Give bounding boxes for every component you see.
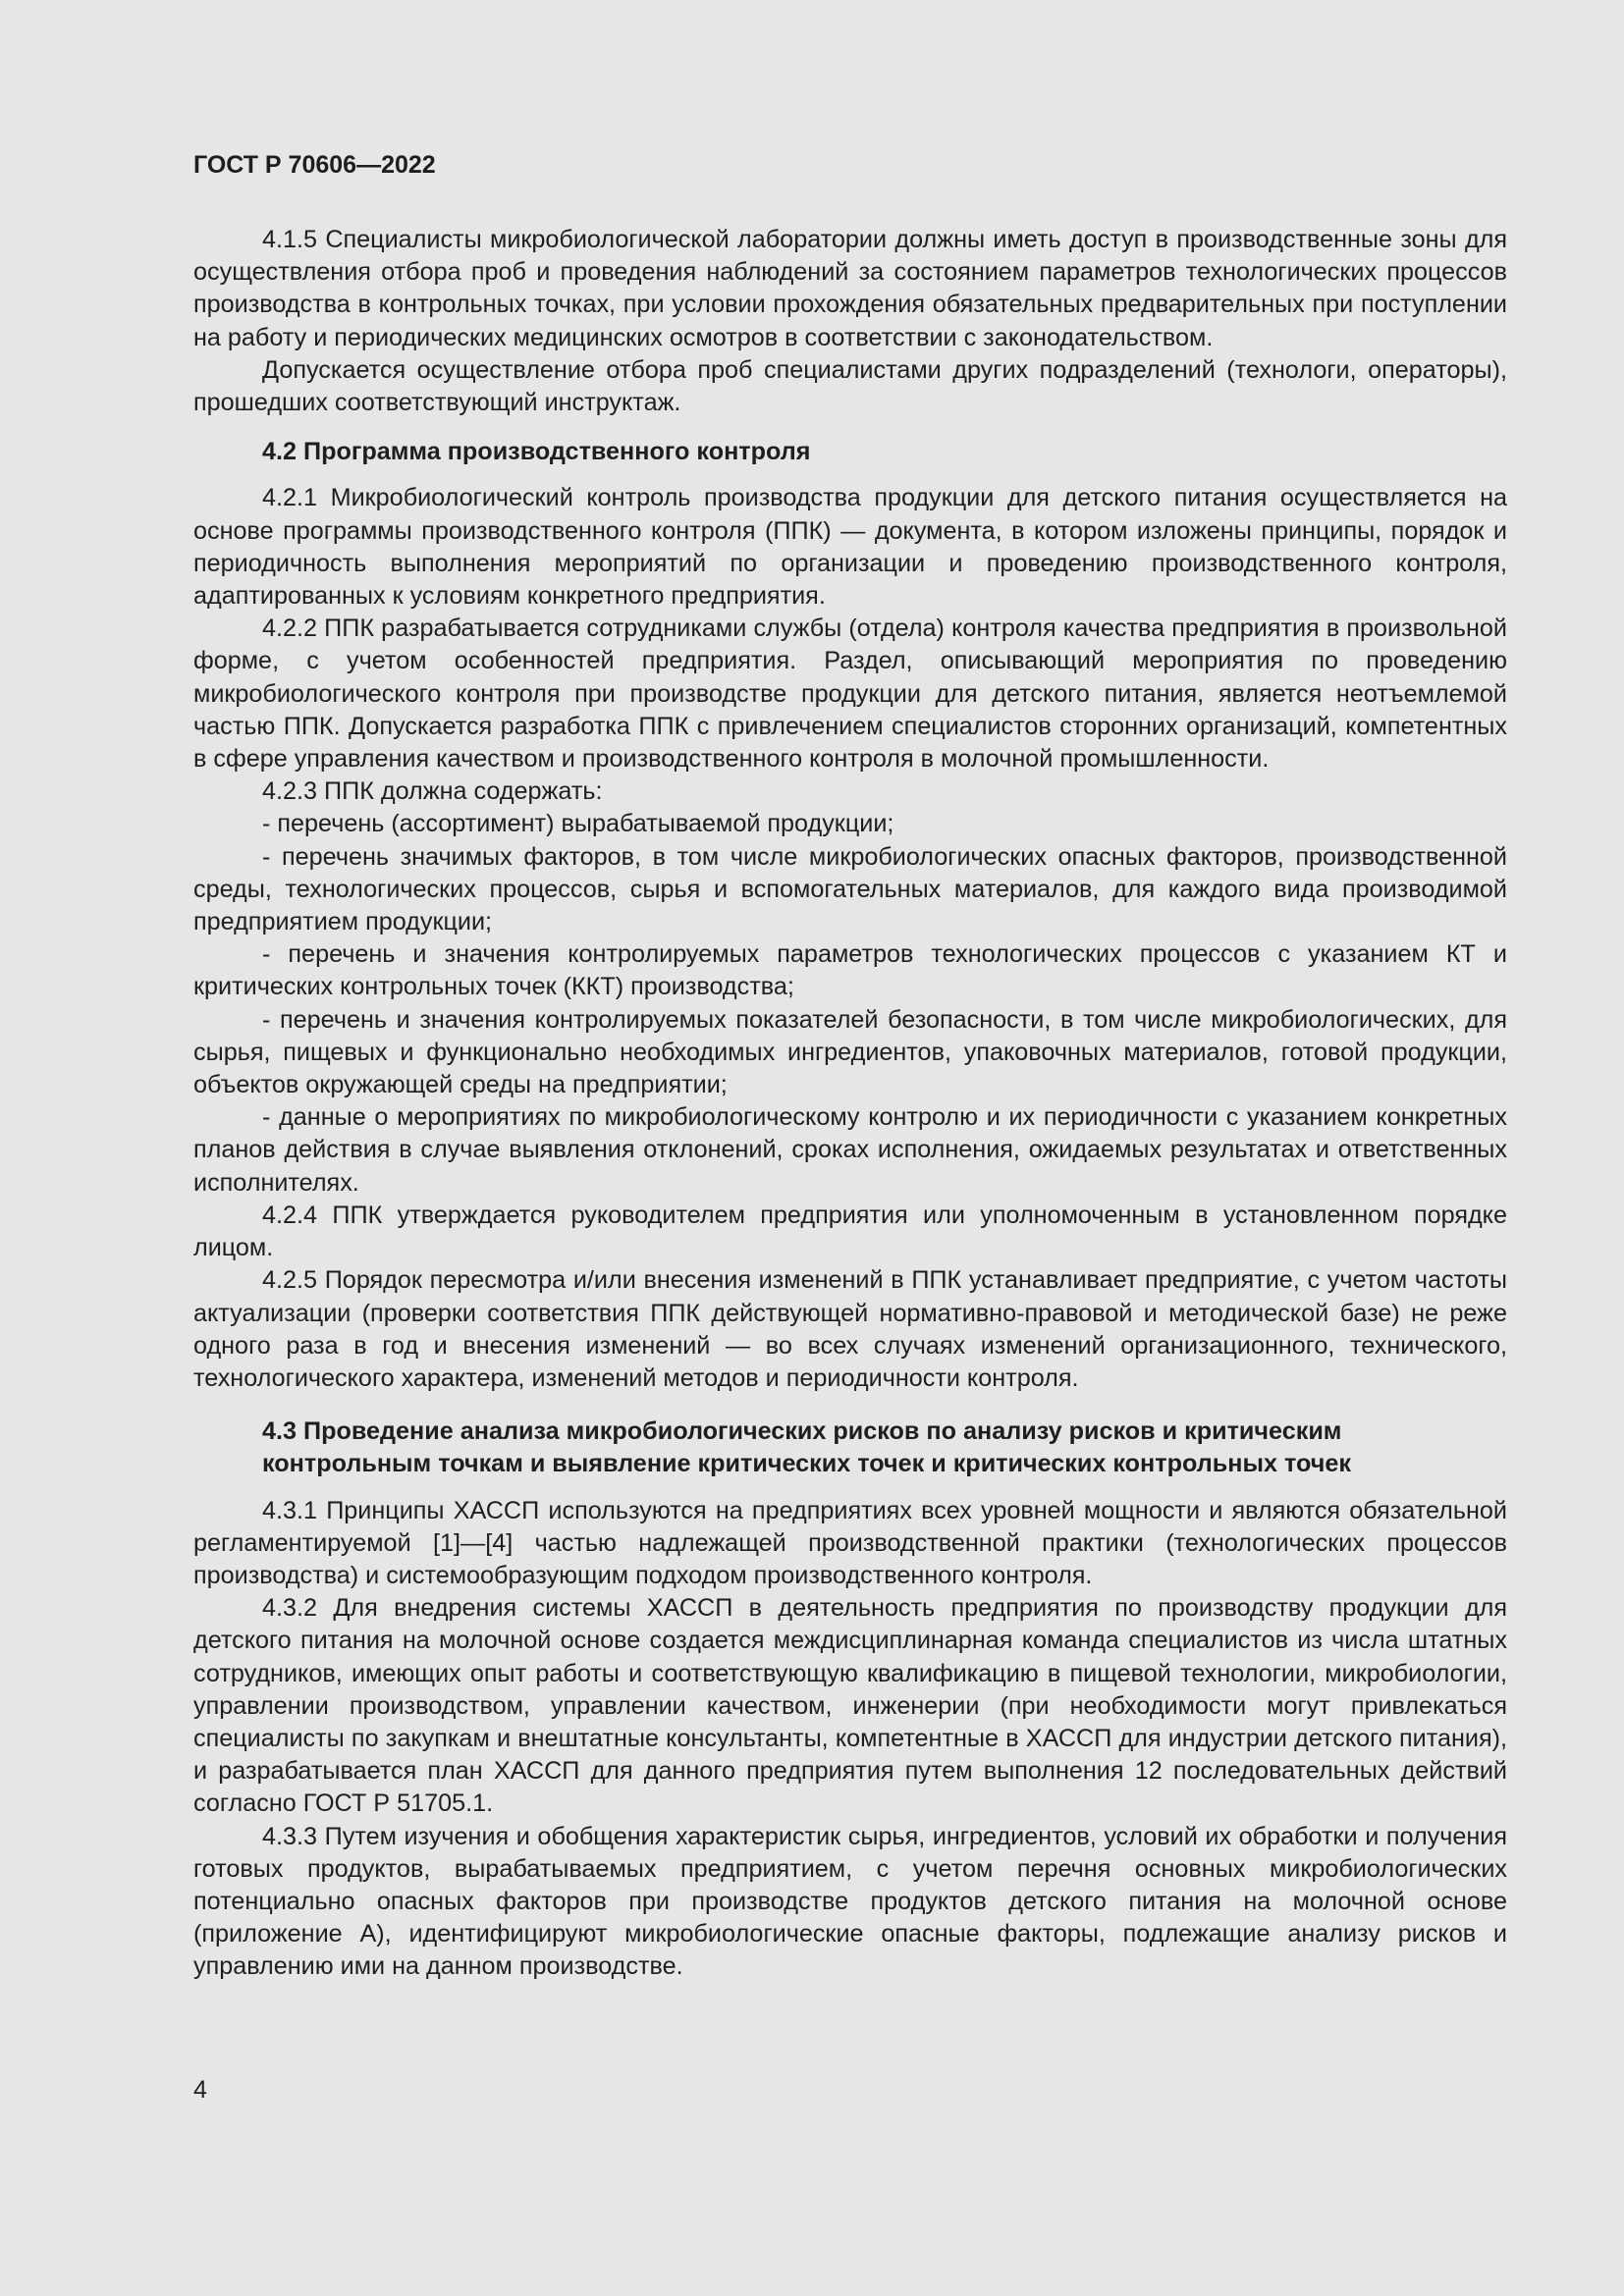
paragraph-4-2-2: 4.2.2 ППК разрабатывается сотрудниками службы (отдела) контроля качества предприятия в произвольной форме, с учетом особенностей предприятия. Раздел, описывающий мероприятия по проведению микробиологического контроля при производстве продукции для детского питания, является неотъемлемой частью ППК. Допускается разработка ППК с привлечением специалистов сторонних организаций, компетентных в сфере управления качеством и производственного контроля в молочной промышленности. [193,614,1507,774]
list-item: - перечень (ассортимент) вырабатываемой продукции; [262,810,894,838]
paragraph-4-3-3: 4.3.3 Путем изучения и обобщения характеристик сырья, ингредиентов, условий их обработки и получения готовых продуктов, вырабатываемых предприятием, с учетом перечня основных микробиологических потенциально опасных факторов при производстве продуктов детского питания на молочной основе (приложение А), идентифицируют микробиологические опасные факторы, подлежащие анализу рисков и управлению ими на данном производстве. [193,1822,1507,1981]
document-body [193,224,1507,1984]
list-item: - перечень и значения контролируемых показателей безопасности, в том числе микробиологических, для сырья, пищевых и функционально необходимых ингредиентов, упаковочных материалов, готовой продукции, объектов окружающей среды на предприятии; [193,1005,1507,1099]
paragraph-4-3-2: 4.3.2 Для внедрения системы ХАССП в деятельность предприятия по производству продукции для детского питания на молочной основе создается междисциплинарная команда специалистов из числа штатных сотрудников, имеющих опыт работы и соответствующую квалификацию в пищевой технологии, микробиологии, управлении производством, управлении качеством, инженерии (при необходимости могут привлекаться специалисты по закупкам и внештатные консультанты, компетентные в ХАССП для индустрии детского питания), и разрабатывается план ХАССП для данного предприятия путем выполнения 12 последовательных действий согласно ГОСТ Р 51705.1. [193,1594,1507,1818]
paragraph-4-1-5-continued: Допускается осуществление отбора проб специалистами других подразделений (технологи, операторы), прошедших соответствующий инструктаж. [193,355,1507,417]
paragraph-4-2-5: 4.2.5 Порядок пересмотра и/или внесения изменений в ППК устанавливает предприятие, с учетом частоты актуализации (проверки соответствия ППК действующей нормативно-правовой и методической базе) не реже одного раза в год и внесения изменений — во всех случаях изменений организационного, технического, технологического характера, изменений методов и периодичности контроля. [193,1266,1507,1392]
paragraph-4-1-5: 4.1.5 Специалисты микробиологической лаборатории должны иметь доступ в производственные зоны для осуществления отбора проб и проведения наблюдений за состоянием параметров технологических процессов производства в контрольных точках, при условии прохождения обязательных предварительных при поступлении на работу и периодических медицинских осмотров в соответствии с законодательством. [193,226,1507,351]
list-item: - перечень значимых факторов, в том числе микробиологических опасных факторов, производственной среды, технологических процессов, сырья и вспомогательных материалов, для каждого вида производимой предприятием продукции; [193,842,1507,936]
paragraph-4-3-1: 4.3.1 Принципы ХАССП используются на предприятиях всех уровней мощности и являются обязательной регламентируемой [1]—[4] частью надлежащей производственной практики (технологических процессов производства) и системообразующим подходом производственного контроля. [193,1496,1507,1589]
section-heading-4-2: 4.2 Программа производственного контроля [262,438,811,466]
paragraph-4-2-3: 4.2.3 ППК должна содержать: [262,777,603,806]
document-code-header: ГОСТ Р 70606—2022 [193,151,436,179]
paragraph-4-2-4: 4.2.4 ППК утверждается руководителем предприятия или уполномоченным в установленном порядке лицом. [193,1201,1507,1262]
section-heading-4-3: 4.3 Проведение анализа микробиологических рисков по анализу рисков и критическим контрольным точкам и выявление критических точек и критических контрольных точек [262,1417,1351,1478]
list-item: - перечень и значения контролируемых параметров технологических процессов с указанием КТ и критических контрольных точек (ККТ) производства; [193,940,1507,1001]
page-number: 4 [193,2076,207,2104]
list-item: - данные о мероприятиях по микробиологическому контролю и их периодичности с указанием конкретных планов действия в случае выявления отклонений, сроках исполнения, ожидаемых результатах и ответственных исполнителях. [193,1103,1507,1197]
paragraph-4-2-1: 4.2.1 Микробиологический контроль производства продукции для детского питания осуществляется на основе программы производственного контроля (ППК) — документа, в котором изложены принципы, порядок и периодичность выполнения мероприятий по организации и проведению производственного контроля, адаптированных к условиям конкретного предприятия. [193,484,1507,611]
